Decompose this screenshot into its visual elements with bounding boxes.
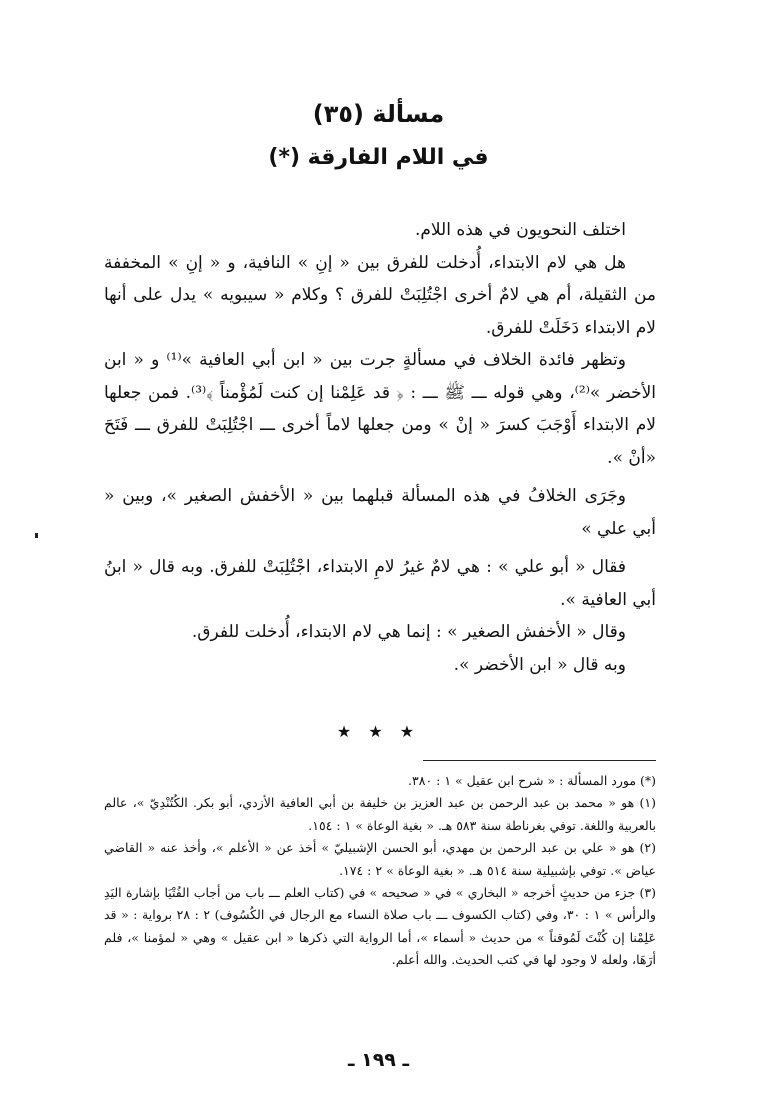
footnote-star: (*) مورد المسألة : « شرح ابن عقيل » ١ : ٣٨٠. — [408, 773, 656, 788]
page-number: ـ ١٩٩ ـ — [347, 1049, 409, 1071]
paragraph-6: وقال « الأخفش الصغير » : إنما هي لام الابتداء، أُدخلت للفرق. — [191, 622, 626, 642]
paragraph-7: وبه قال « ابن الأخضر ». — [453, 654, 626, 675]
section-separator: ★ ★ ★ — [336, 722, 421, 741]
issue-title: مسألة (٣٥) — [312, 100, 445, 128]
issue-subtitle: في اللام الفارقة (*) — [268, 145, 489, 170]
footnote-rule — [423, 760, 656, 761]
footnote-1: (١) هو « محمد بن عبد الرحمن بن عبد العزيز بن خليفة بن أبي العافية الأزدي، أبو بكر. الكُتُنْدِيّ »، عالم بالعربية واللغة. توفي بغرناطة سنة ٥٨٣ هـ. « بغية الوعاة » ١ : ١٥٤. — [104, 795, 656, 833]
paragraph-3: وتظهر فائدة الخلاف في مسألةٍ جرت بين « ابن أبي العافية »⁽¹⁾ و « ابن الأخضر »⁽²⁾، وهي قوله ـــ ﷺ ـــ : ﴿ قد عَلِمْنا إن كنت لَمُؤْمناً ﴾⁽³⁾. فمن جعلها لام الابتداء أَوْجَبَ كسرَ « إنْ » ومن جعلها لاماً أخرى ـــ اجْتُلِبَتْ للفرق ـــ فَتَحَ «أنْ ». — [104, 350, 657, 468]
footnotes — [104, 770, 656, 972]
margin-mark — [35, 533, 38, 538]
paragraph-2: هل هي لام الابتداء، أُدخلت للفرق بين « إنِ » النافية، و « إنِ » المخففة من الثقيلة، أم هي لامٌ أخرى اجْتُلِبَتْ للفرق ؟ وكلام « سيبويه » يدل على أنها لام الابتداء دَخَلَتْ للفرق. — [104, 252, 656, 338]
footnote-3: (٣) جزء من حديثٍ أخرجه « البخاري » في « صحيحه » في (كتاب العلم ـــ باب من أجاب الفُتْيَا بإشارة اليَدِ والرأس » ١ : ٣٠، وفي (كتاب الكسوف ـــ باب صلاة النساء مع الرجال في الكُسُوف) ٢ : ٢٨ برواية : « قد عَلِمْنا إن كُنْتَ لَمُوقناً » من حديث « أسماء »، أما الرواية التي ذكرها « ابن عقيل » وهي « لمؤمنا »، فلم أرَهَا، ولعله لا وجود لها في كتب الحديث. والله أعلم. — [104, 885, 656, 968]
paragraph-5: فقال « أبو علي » : هي لامٌ غيرُ لامِ الابتداء، اجْتُلِبَتْ للفرق. وبه قال « ابنُ أبي العافية ». — [104, 557, 656, 610]
paragraph-1: اختلف النحويون في هذه اللام. — [414, 220, 626, 240]
main-text — [104, 214, 656, 681]
paragraph-4: وجَرَى الخلافُ في هذه المسألة قبلهما بين « الأخفش الصغير »، وبين « أبي علي » — [104, 486, 656, 539]
footnote-2: (٢) هو « علي بن عبد الرحمن بن مهدي، أبو الحسن الإشبيليّ » أخذ عن « الأعلم »، وأخذ عنه « القاضي عياض ». توفي بإشبيلية سنة ٥١٤ هـ. « بغية الوعاة » ٢ : ١٧٤. — [104, 840, 656, 878]
